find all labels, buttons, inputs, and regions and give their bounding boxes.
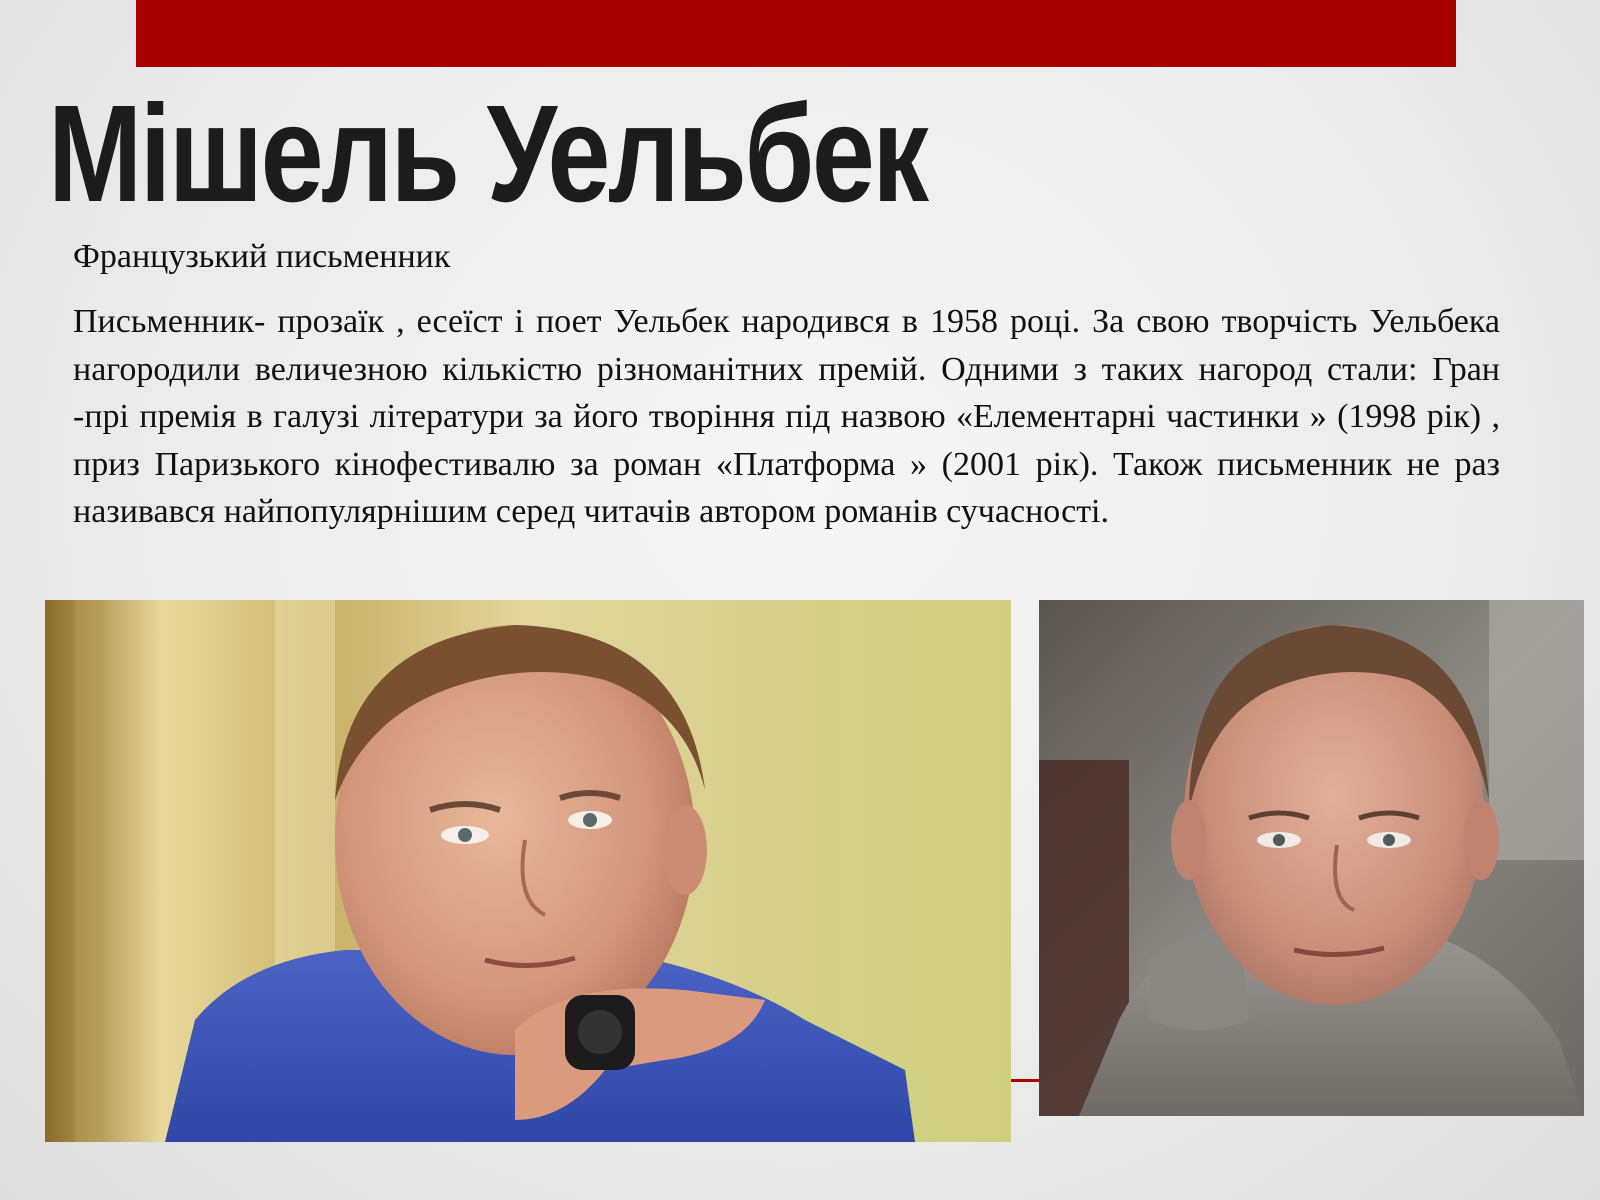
slide-body-text: Письменник- прозаїк , есеїст і поет Уельбек народився в 1958 році. За свою творчість Уельбека нагородили величезною кількістю різноманітних премій. Одними з таких нагород стали: Гран -прі премія в галузі літератури за його творіння під назвою «Елементарні частинки » (1998 рік) , приз Паризького кінофестивалю за роман «Платформа » (2001 рік). Також письменник не раз називався найпопулярнішим серед читачів автором романів сучасності. [73, 303, 1500, 530]
top-accent-bar [136, 0, 1456, 67]
portrait-photo-grey-sweater [1039, 600, 1584, 1116]
slide-subtitle: Французький письменник [73, 238, 451, 275]
portrait-photo-blue-shirt [45, 600, 1011, 1142]
slide-title: Мішель Уельбек [48, 77, 927, 231]
